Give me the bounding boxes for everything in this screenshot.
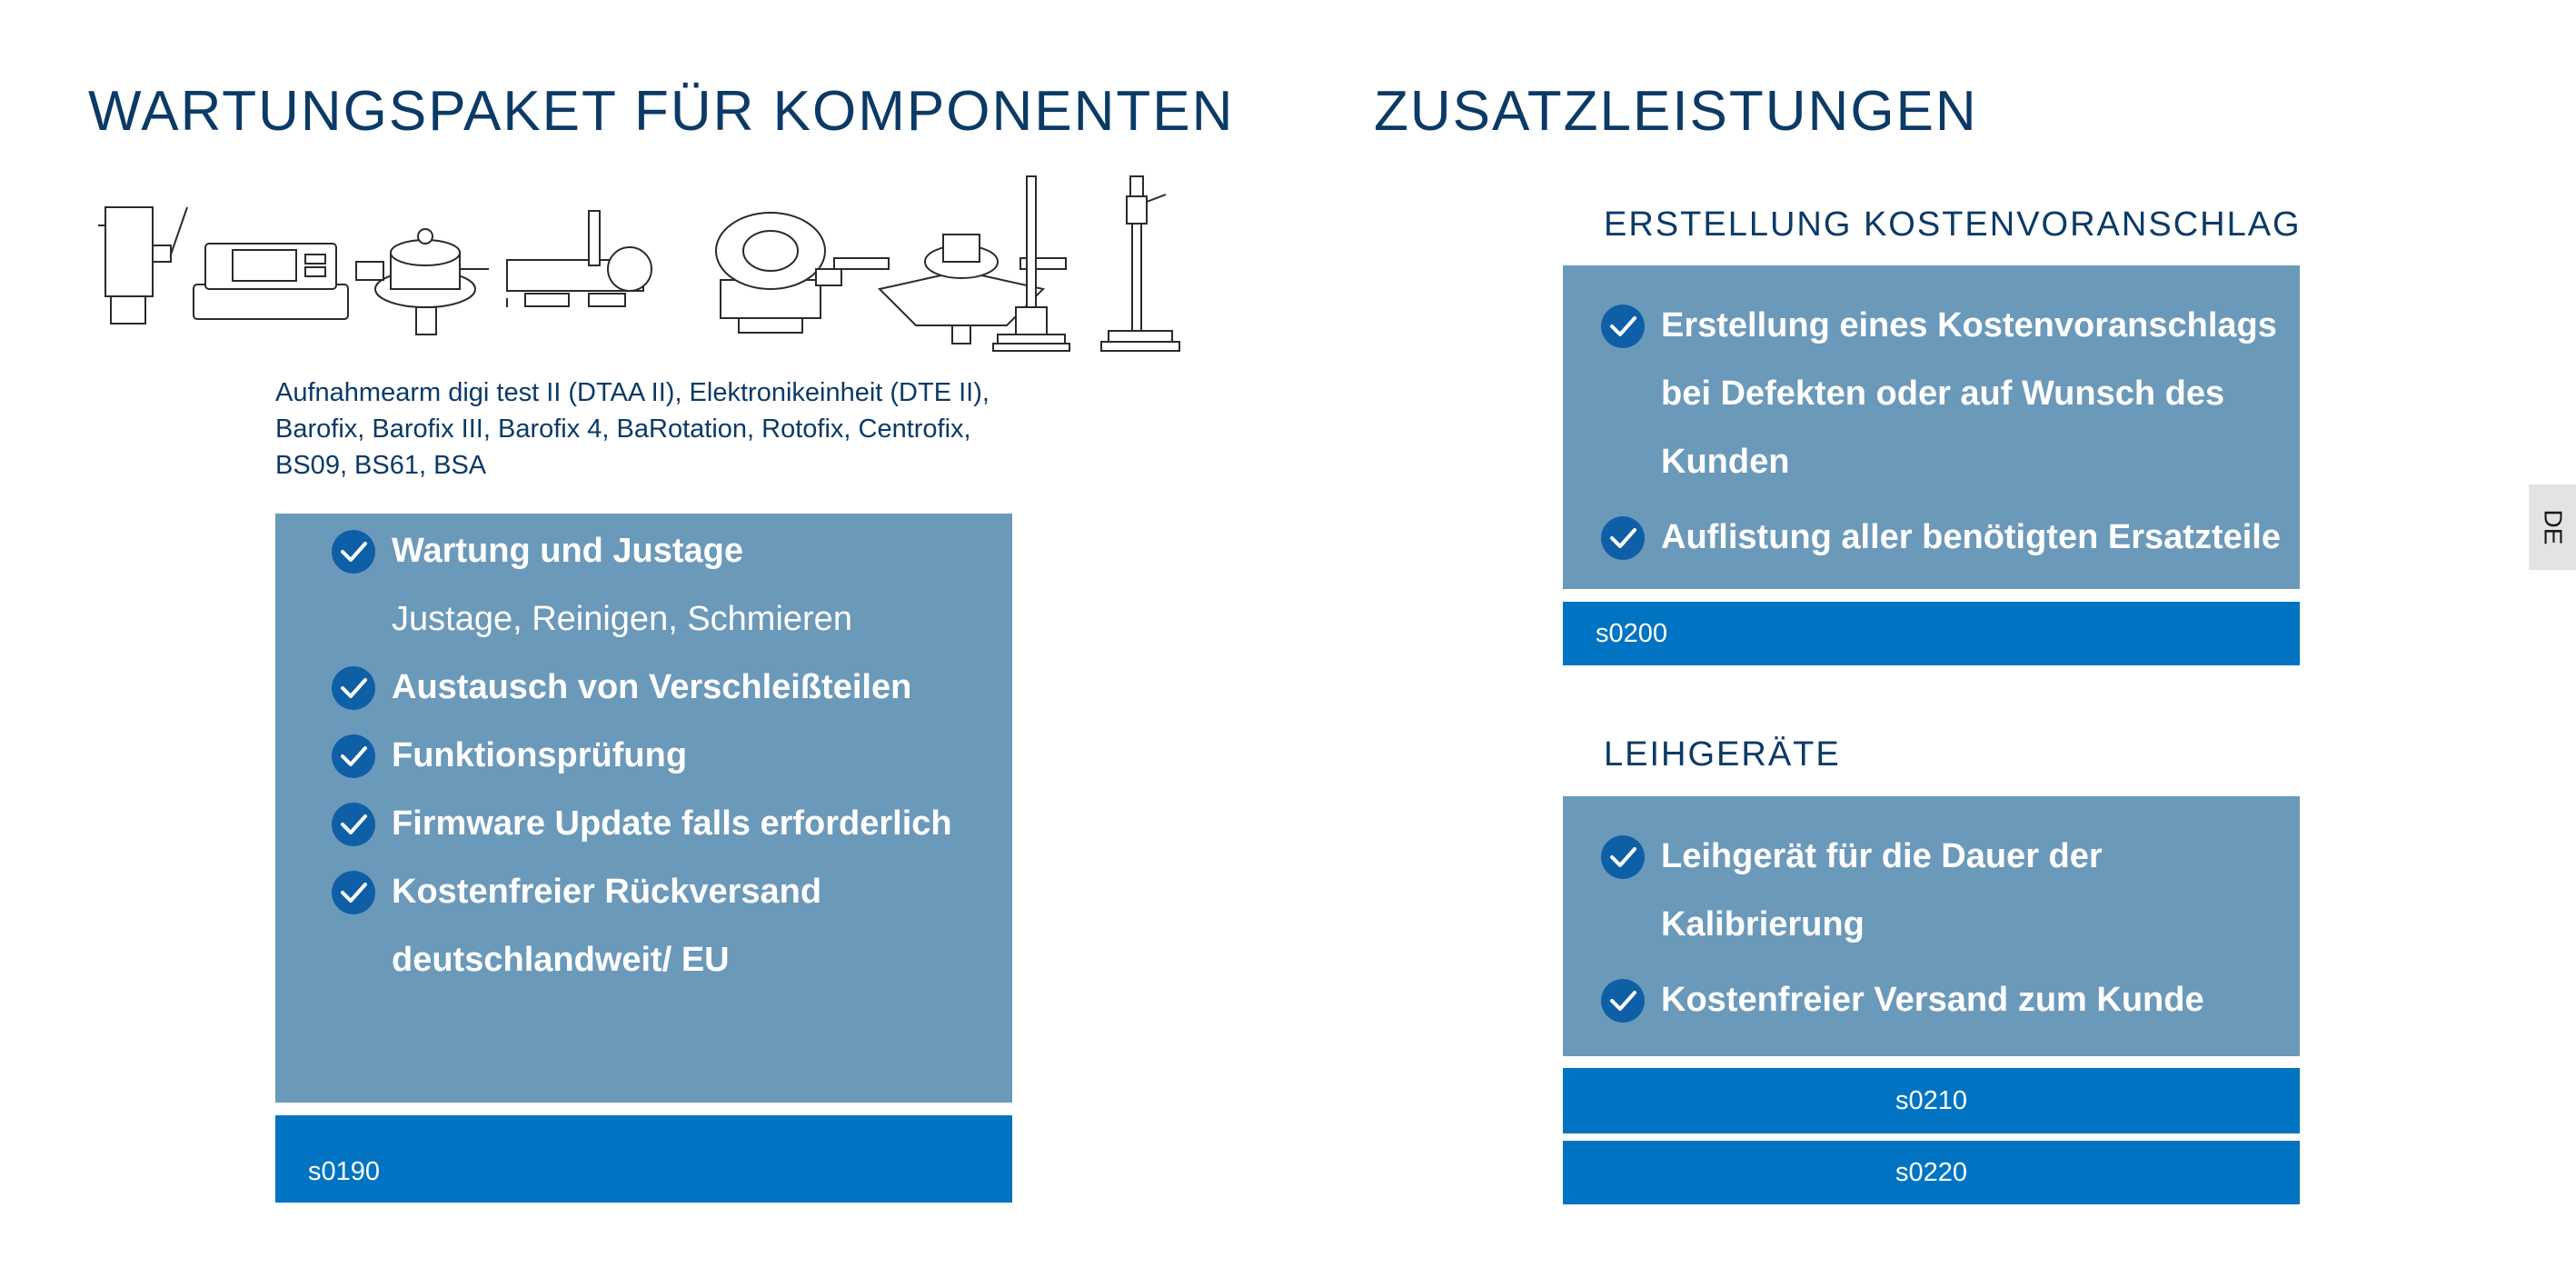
right-title: ZUSATZLEISTUNGEN — [1374, 80, 1978, 143]
check-icon — [1601, 835, 1645, 879]
service-code: s0200 — [1596, 619, 1668, 648]
check-icon — [1601, 979, 1645, 1023]
description-line: Barofix, Barofix III, Barofix 4, BaRotation, Rotofix, Centrofix, — [275, 414, 971, 444]
check-icon — [332, 530, 375, 574]
device-illustrations — [98, 171, 1189, 366]
check-icon — [332, 666, 375, 710]
estimate-title: ERSTELLUNG KOSTENVORANSCHLAG — [1604, 205, 2302, 244]
check-icon — [332, 871, 375, 914]
bs61-stand-icon — [1101, 176, 1179, 351]
description-line: Aufnahmearm digi test II (DTAA II), Elektronikeinheit (DTE II), — [275, 378, 990, 407]
checklist-item-label: Erstellung eines Kostenvoranschlags — [1661, 306, 2277, 344]
checklist-item-continuation: Kalibrierung — [1661, 905, 1865, 944]
loan-title: LEIHGERÄTE — [1604, 735, 1841, 774]
checklist-item-label: Kostenfreier Versand zum Kunde — [1661, 981, 2204, 1019]
description-line: BS09, BS61, BSA — [275, 451, 487, 480]
checklist-item-label: Auflistung aller benötigten Ersatzteile — [1661, 518, 2281, 556]
checklist-item-label: Austausch von Verschleißteilen — [392, 668, 912, 706]
checklist-item-label: Wartung und Justage — [392, 532, 744, 570]
package-code: s0190 — [308, 1157, 381, 1186]
code-bar-s0220 — [1563, 1141, 2300, 1204]
language-label: DE — [2539, 509, 2567, 545]
loan-panel — [1563, 796, 2300, 1056]
code-bar-s0210 — [1563, 1068, 2300, 1133]
checklist-item-continuation: Kunden — [1661, 443, 1790, 481]
maintenance-panel — [275, 514, 1012, 1103]
checklist-item-label: Kostenfreier Rückversand — [392, 873, 822, 911]
electronic-unit-icon — [194, 244, 348, 319]
code-bar-s0190 — [275, 1115, 1012, 1203]
check-icon — [332, 734, 375, 778]
code-bar-s0200 — [1563, 602, 2300, 665]
digi-test-arm-icon — [98, 207, 187, 324]
checklist-item-label: Leihgerät für die Dauer der — [1661, 837, 2103, 875]
check-icon — [1601, 516, 1645, 560]
left-title: WARTUNGSPAKET FÜR KOMPONENTEN — [88, 80, 1235, 143]
checklist-item-continuation: deutschlandweit/ EU — [392, 941, 730, 979]
checklist-item-detail: Justage, Reinigen, Schmieren — [392, 600, 852, 638]
checklist-item-label: Funktionsprüfung — [392, 736, 688, 774]
barofix-icon — [356, 229, 489, 334]
service-code: s0210 — [1895, 1086, 1967, 1115]
check-icon — [1601, 305, 1645, 348]
checklist-item-label: Firmware Update falls erforderlich — [392, 804, 952, 843]
check-icon — [332, 803, 375, 846]
rotofix-icon — [716, 213, 841, 333]
components-description — [275, 374, 990, 484]
language-tab[interactable] — [2529, 484, 2576, 570]
service-code: s0220 — [1895, 1158, 1967, 1187]
checklist-item-continuation: bei Defekten oder auf Wunsch des — [1661, 374, 2225, 413]
barotation-icon — [507, 211, 651, 307]
estimate-panel — [1563, 265, 2300, 589]
